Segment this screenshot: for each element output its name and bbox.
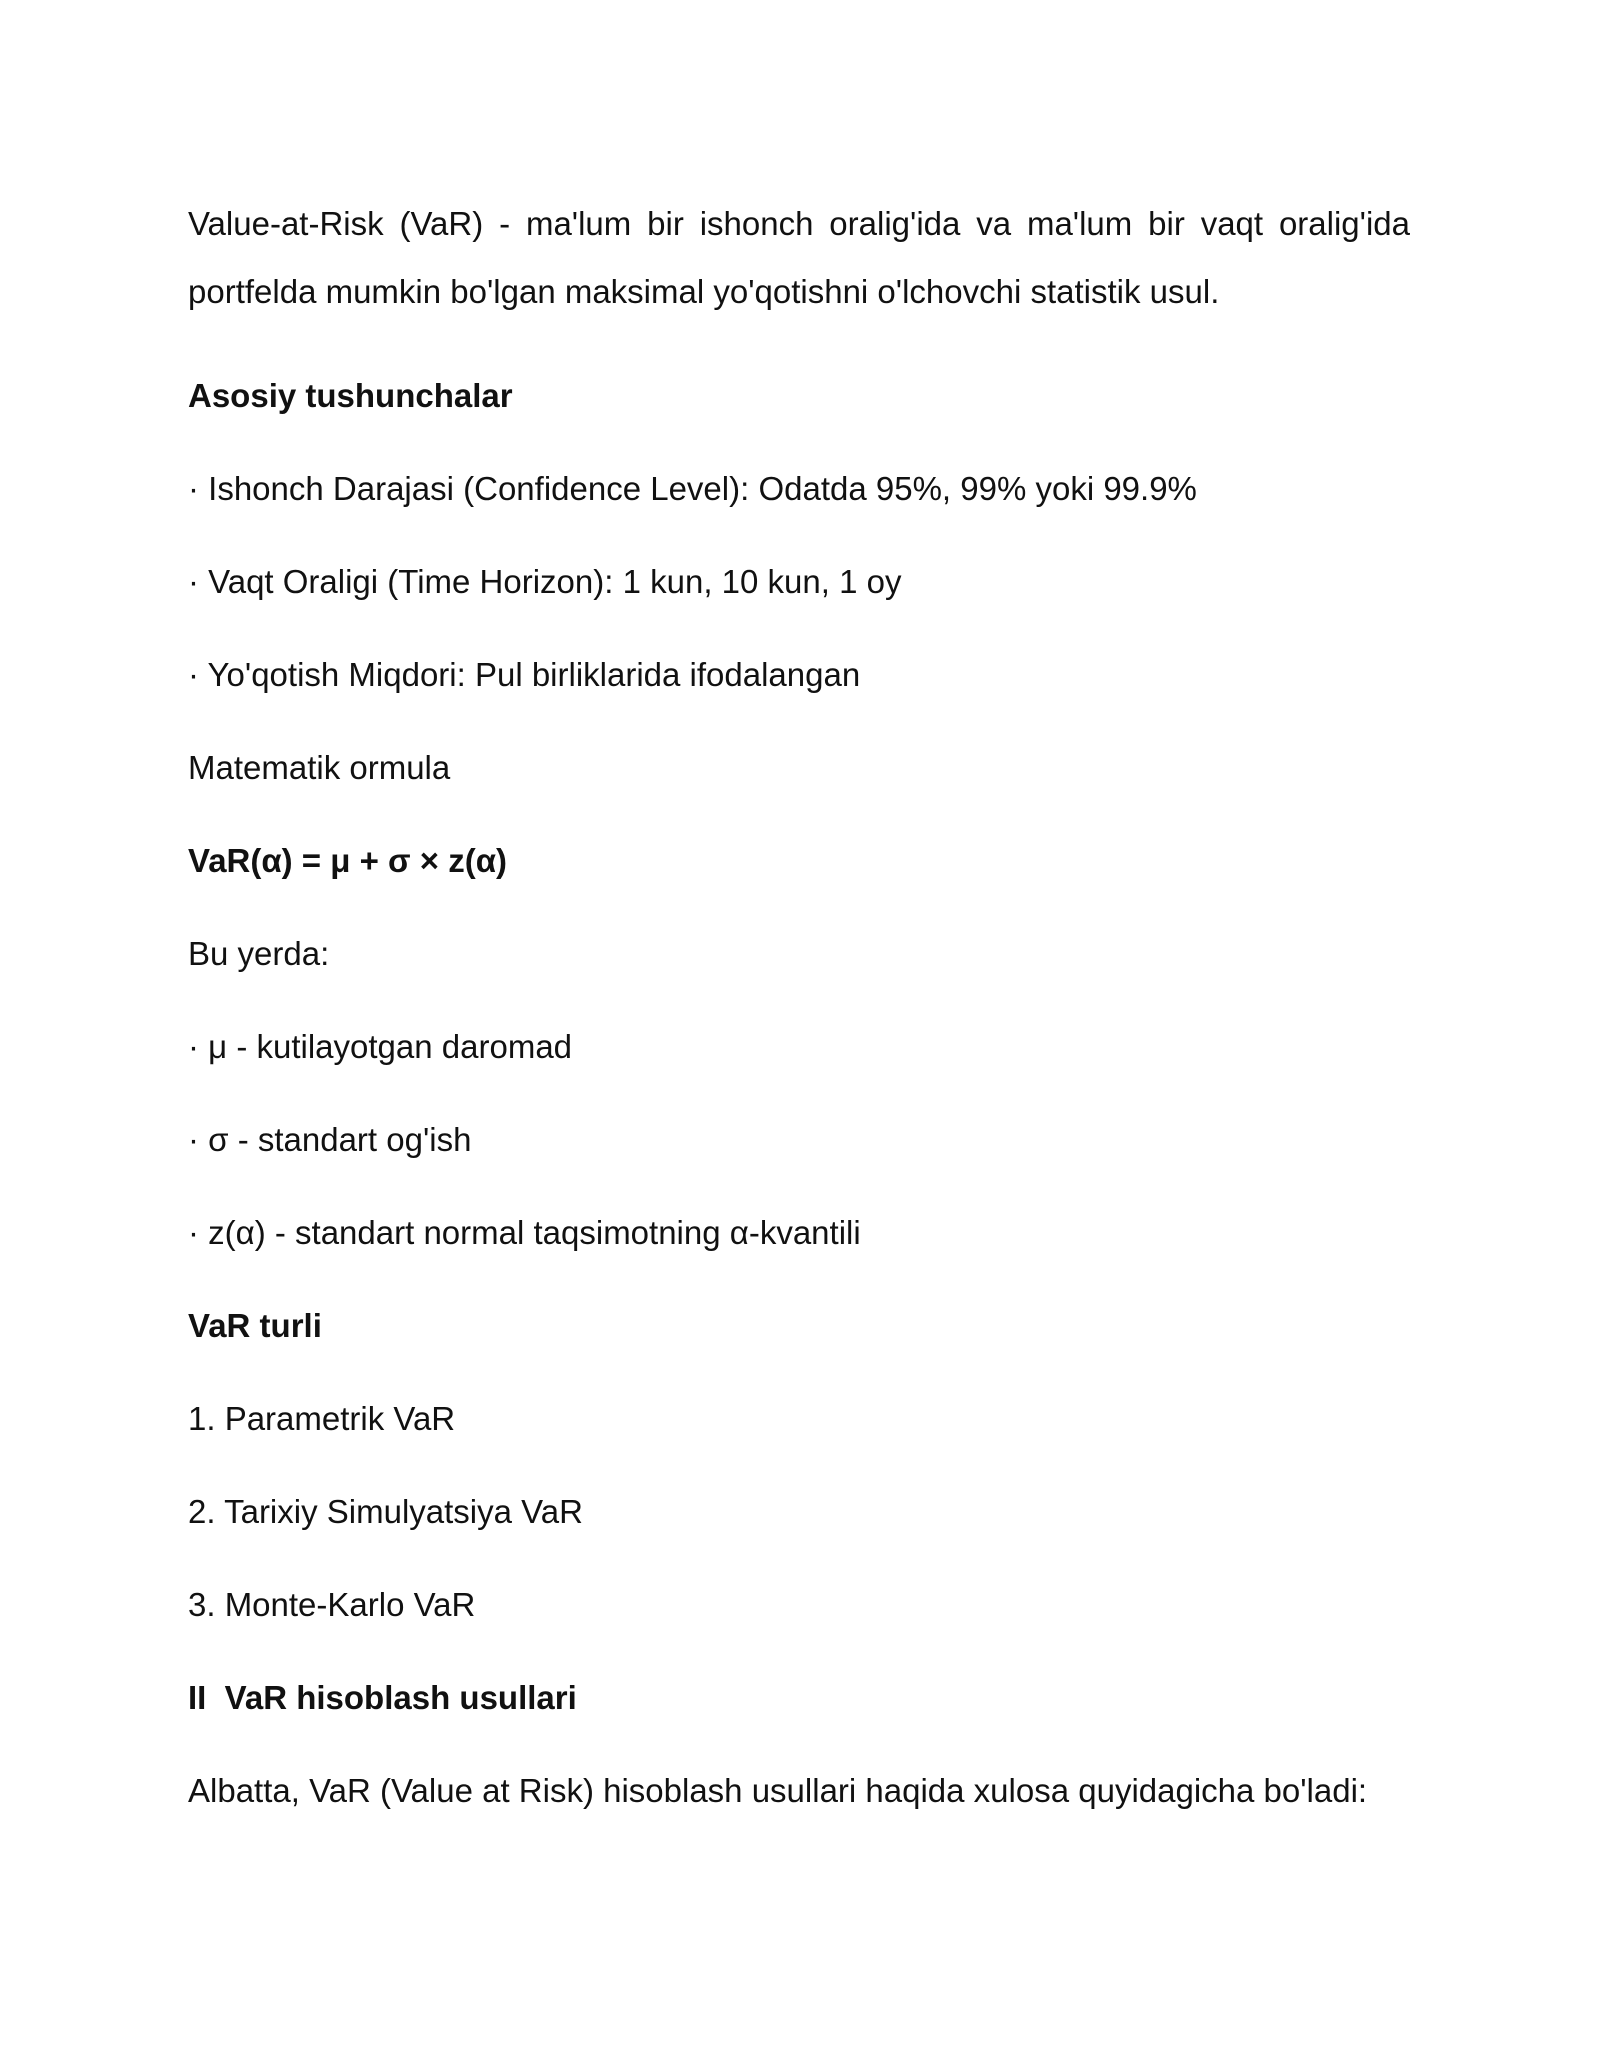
formula-heading: Matematik ormula — [188, 749, 451, 786]
document-body — [188, 178, 1410, 1814]
list-item-loss-amount: · Yo'qotish Miqdori: Pul birliklarida ifodalangan — [188, 656, 861, 693]
list-item-mu: · μ - kutilayotgan daromad — [188, 1028, 573, 1065]
section-heading-methods: II VaR hisoblash usullari — [188, 1679, 577, 1716]
list-item-z-alpha: · z(α) - standart normal taqsimotning α-kvantili — [188, 1214, 861, 1251]
section-heading-key-concepts: Asosiy tushunchalar — [188, 377, 513, 414]
list-item-sigma: · σ - standart og'ish — [188, 1121, 472, 1158]
intro-paragraph: Value-at-Risk (VaR) - ma'lum bir ishonch oralig'ida va ma'lum bir vaqt oralig'ida portfelda mumkin bo'lgan maksimal yo'qotishni o'lchovchi statistik usul. — [188, 205, 1410, 310]
list-item-confidence-level: · Ishonch Darajasi (Confidence Level): Odatda 95%, 99% yoki 99.9% — [188, 470, 1197, 507]
list-item-time-horizon: · Vaqt Oraligi (Time Horizon): 1 kun, 10 kun, 1 oy — [188, 563, 902, 600]
list-item-parametric: 1. Parametrik VaR — [188, 1400, 456, 1437]
where-label: Bu yerda: — [188, 935, 330, 972]
section-heading-var-types: VaR turli — [188, 1307, 322, 1344]
list-item-historical: 2. Tarixiy Simulyatsiya VaR — [188, 1493, 583, 1530]
list-item-monte-carlo: 3. Monte-Karlo VaR — [188, 1586, 476, 1623]
formula: VaR(α) = μ + σ × z(α) — [188, 842, 507, 879]
conclusion-paragraph: Albatta, VaR (Value at Risk) hisoblash usullari haqida xulosa quyidagicha bo'ladi: — [188, 1772, 1368, 1809]
